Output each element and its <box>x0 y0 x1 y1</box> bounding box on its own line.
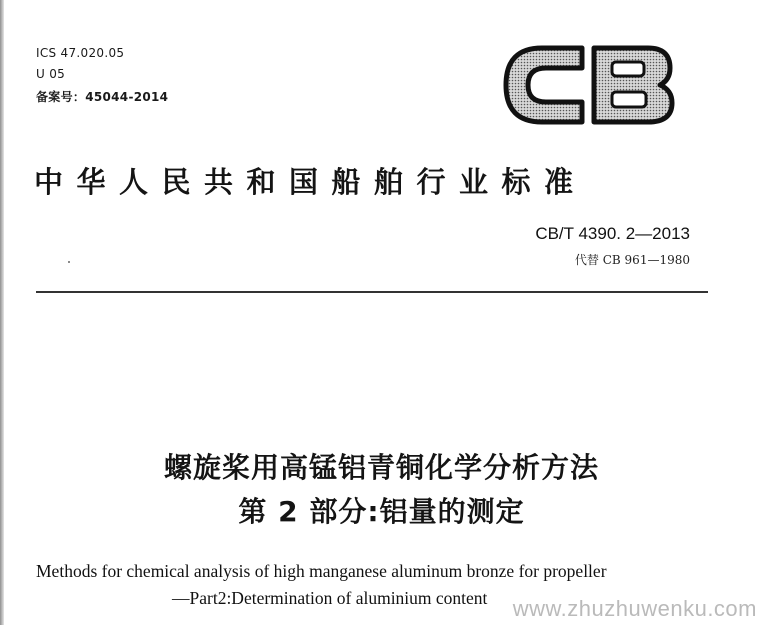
classification-code: U 05 <box>36 67 66 81</box>
filing-number: 备案号：45044-2014 <box>36 90 169 104</box>
english-title-line2: —Part2:Determination of aluminium content <box>172 588 488 608</box>
chinese-title-line1: 螺旋桨用高锰铝青铜化学分析方法 <box>163 451 599 484</box>
scan-speck <box>68 261 70 263</box>
cb-logo <box>502 40 677 130</box>
standard-number: CB/T 4390. 2—2013 <box>535 224 690 243</box>
website-watermark: www.zhuzhuwenku.com <box>512 596 757 621</box>
english-title-line1: Methods for chemical analysis of high manganese aluminum bronze for propeller <box>36 561 607 581</box>
header-divider <box>36 291 708 293</box>
industry-standard-title: 中华人民共和国船舶行业标准 <box>34 165 587 199</box>
ics-code: ICS 47.020.05 <box>36 46 125 60</box>
page-edge-shadow <box>0 0 4 625</box>
replaced-standard: 代替 CB 961—1980 <box>574 253 690 267</box>
chinese-title-line2: 第 2 部分:铝量的测定 <box>238 495 525 528</box>
